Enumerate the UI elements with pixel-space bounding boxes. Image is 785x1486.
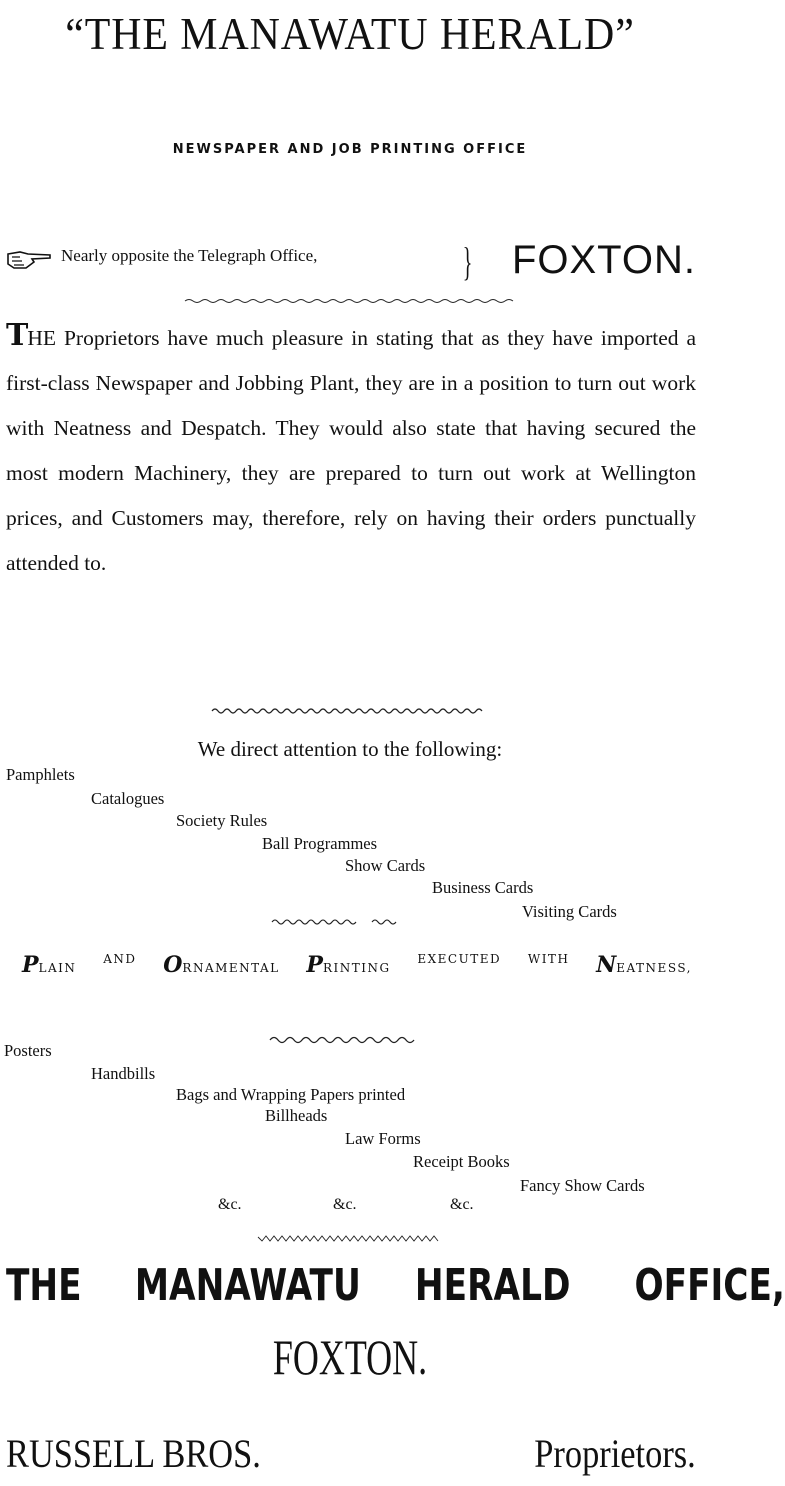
divider-wave	[270, 1034, 418, 1044]
office-word: HERALD	[414, 1260, 571, 1311]
pointing-hand-icon	[6, 248, 52, 270]
plain-ornamental-printing-line	[22, 952, 692, 978]
list-item: Posters	[4, 1041, 52, 1060]
printing-word: PRINTING	[306, 952, 391, 978]
announcement-text: HE Proprietors have much pleasure in stating that as they have imported a first-class Newspaper and Jobbing Plant, they are in a position to turn out work with Neatness and Despatch. They would also state that having secured the most modern Machinery, they are prepared to turn out work at Wellington prices, and Customers may, therefore, rely on having their orders punctually attended to.	[6, 326, 696, 575]
office-word: THE	[6, 1260, 82, 1311]
list-item: Receipt Books	[413, 1152, 510, 1171]
etc-mark: &c.	[333, 1196, 357, 1213]
list-item: Ball Programmes	[262, 834, 378, 853]
address-text: Nearly opposite the Telegraph Office,	[61, 246, 318, 265]
announcement-paragraph	[6, 316, 696, 586]
neatness-word: NEATNESS,	[596, 952, 692, 978]
ornamental-capital: O	[163, 952, 183, 978]
list-item: Law Forms	[345, 1129, 421, 1148]
etc-mark: &c.	[218, 1196, 242, 1213]
ornamental-capital: P	[306, 952, 323, 978]
address-line	[6, 240, 696, 290]
masthead-title: “THE MANAWATU HERALD”	[65, 9, 635, 59]
masthead-subtitle: NEWSPAPER AND JOB PRINTING OFFICE	[172, 142, 528, 157]
list-item: Pamphlets	[6, 765, 75, 784]
divider-wave	[258, 1233, 442, 1243]
with-word: WITH	[527, 952, 570, 966]
address-brace: }	[462, 239, 473, 284]
office-word: MANAWATU	[134, 1260, 361, 1311]
divider-rule	[185, 296, 515, 306]
proprietors-name: RUSSELL BROS.	[6, 1431, 261, 1476]
directive-heading: We direct attention to the following:	[197, 737, 503, 761]
list-item: Society Rules	[176, 811, 268, 830]
office-word: OFFICE,	[634, 1260, 785, 1311]
etc-mark: &c.	[450, 1196, 474, 1213]
list-item: Bags and Wrapping Papers printed	[176, 1085, 406, 1104]
divider-wave	[212, 706, 484, 716]
executed-word: EXECUTED	[417, 952, 502, 966]
list-item: Show Cards	[345, 856, 426, 875]
proprietors-label: Proprietors.	[534, 1431, 696, 1476]
office-name-line	[6, 1260, 785, 1311]
and-word: AND	[103, 952, 137, 966]
ornamental-capital: P	[22, 952, 39, 978]
list-item: Business Cards	[432, 878, 534, 897]
ornamental-capital: N	[596, 952, 617, 978]
drop-cap: T	[6, 318, 28, 353]
list-item: Visiting Cards	[522, 902, 617, 921]
office-town: FOXTON.	[272, 1329, 428, 1385]
list-item: Fancy Show Cards	[520, 1176, 645, 1195]
list-item: Handbills	[91, 1064, 156, 1083]
plain-word: PLAIN	[22, 952, 77, 978]
list-item: Billheads	[265, 1106, 328, 1125]
address-town: FOXTON.	[511, 238, 696, 282]
ornamental-word: ORNAMENTAL	[163, 952, 280, 978]
list-item: Catalogues	[91, 789, 165, 808]
divider-wave	[272, 917, 398, 927]
